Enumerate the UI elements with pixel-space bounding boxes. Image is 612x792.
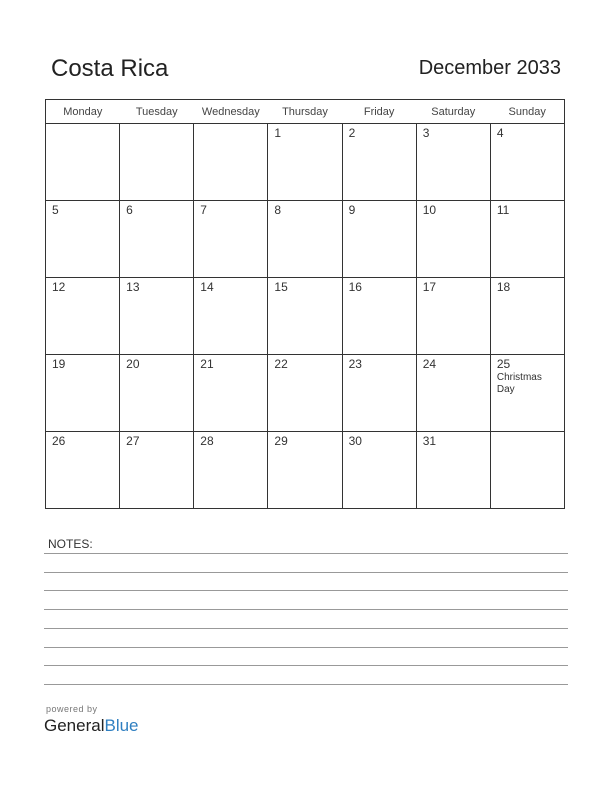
notes-label: NOTES: [48,537,93,551]
week-row [46,278,565,355]
day-cell [120,355,194,432]
day-number: 9 [348,203,356,217]
weekday-tuesday: Tuesday [120,100,194,124]
week-row [46,201,565,278]
day-number: 2 [348,126,356,140]
day-number: 6 [126,203,133,217]
day-cell [194,355,268,432]
day-number: 19 [52,357,66,371]
day-number: 4 [496,126,504,140]
day-cell [194,201,268,278]
note-line [44,684,568,685]
weekday-sunday: Sunday [490,100,564,124]
holiday-label: Christmas Day [496,372,542,395]
day-number: 31 [422,434,437,448]
day-cell [120,201,194,278]
day-cell [46,201,120,278]
day-cell [46,355,120,432]
day-number: 14 [200,280,214,294]
day-number: 8 [274,203,282,217]
note-line [44,572,568,573]
day-number: 23 [348,357,362,371]
day-number: 24 [422,357,437,371]
day-cell [46,432,120,509]
day-number: 3 [422,126,430,140]
day-cell [120,278,194,355]
day-cell [490,355,564,432]
brand-general: General [44,716,105,735]
day-cell [416,278,490,355]
day-number: 28 [200,434,214,448]
day-cell [342,124,416,201]
weekday-wednesday: Wednesday [194,100,268,124]
day-number: 25 [496,357,511,371]
note-line [44,647,568,648]
day-cell [490,124,564,201]
day-number: 12 [52,280,66,294]
day-number: 16 [348,280,362,294]
day-cell [268,432,342,509]
day-number [120,124,193,126]
day-number: 20 [126,357,140,371]
day-cell [268,124,342,201]
week-row [46,355,565,432]
generalblue-logo [44,716,139,736]
day-cell [268,201,342,278]
day-number: 27 [126,434,140,448]
day-number: 15 [274,280,288,294]
day-cell [194,432,268,509]
weekday-monday: Monday [46,100,120,124]
day-cell [342,355,416,432]
day-number [46,124,119,126]
day-cell [490,278,564,355]
day-cell [416,432,490,509]
weekday-saturday: Saturday [416,100,490,124]
day-cell [490,201,564,278]
weekday-thursday: Thursday [268,100,342,124]
day-cell [416,124,490,201]
day-number: 11 [496,203,510,217]
day-number: 7 [200,203,207,217]
week-row [46,124,565,201]
day-cell [416,201,490,278]
day-cell [490,432,564,509]
day-cell [342,201,416,278]
day-cell [120,124,194,201]
week-row [46,432,565,509]
day-number: 5 [52,203,59,217]
note-line [44,665,568,666]
day-cell [268,278,342,355]
day-cell [194,278,268,355]
country-title: Costa Rica [51,55,169,82]
day-cell [342,278,416,355]
day-cell [46,278,120,355]
day-number: 18 [496,280,511,294]
day-cell [268,355,342,432]
day-number: 10 [422,203,437,217]
note-line [44,628,568,629]
brand-blue: Blue [104,716,139,735]
day-number: 22 [274,357,288,371]
day-cell [46,124,120,201]
day-number: 17 [422,280,437,294]
note-line [44,609,568,610]
note-line [44,553,568,554]
day-number: 26 [52,434,66,448]
month-title: December 2033 [418,57,561,79]
day-number: 1 [274,126,282,140]
day-number: 29 [274,434,288,448]
day-cell [342,432,416,509]
day-number [491,432,564,434]
weekday-header-row [46,100,565,124]
day-cell [416,355,490,432]
note-line [44,590,568,591]
calendar-grid [45,99,565,509]
day-cell [194,124,268,201]
powered-by-text: powered by [46,704,98,714]
day-number: 21 [200,357,214,371]
weekday-friday: Friday [342,100,416,124]
day-number: 13 [126,280,140,294]
day-cell [120,432,194,509]
day-number [194,124,267,126]
day-number: 30 [348,434,362,448]
